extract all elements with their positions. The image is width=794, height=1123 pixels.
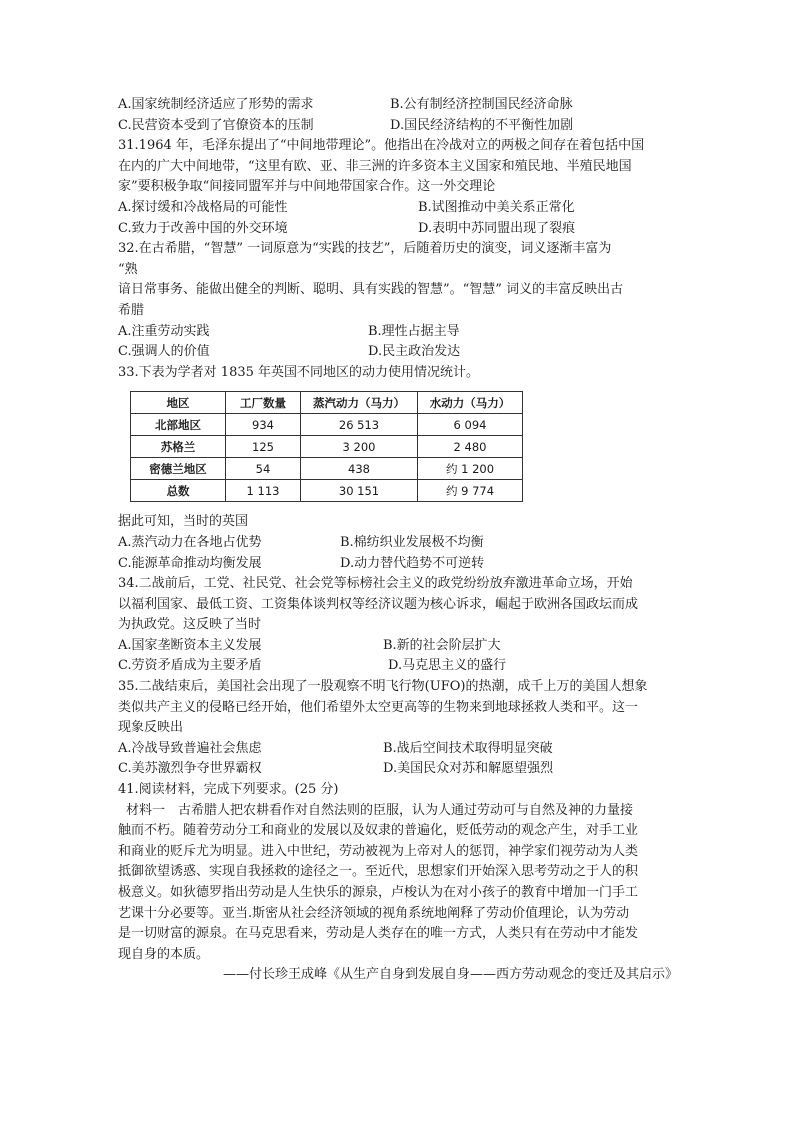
table-cell: 1 113 bbox=[226, 480, 301, 502]
q34-option-c[interactable]: C.劳资矛盾成为主要矛盾 bbox=[118, 658, 262, 674]
table-cell: 6 094 bbox=[418, 414, 523, 436]
q31-options-row-2 bbox=[118, 219, 678, 240]
q32-stem-line: 希腊 bbox=[118, 302, 145, 318]
q35-option-b[interactable]: B.战后空间技术取得明显突破 bbox=[383, 740, 553, 756]
q34-options-row-1 bbox=[118, 636, 678, 657]
q41-material-line: 是一切财富的源泉。在马克思看来，劳动是人类存在的唯一方式，人类只有在劳动中才能发 bbox=[118, 926, 639, 942]
table-header-cell: 工厂数量 bbox=[226, 392, 301, 414]
q41-stem: 41.阅读材料，完成下列要求。(25 分) bbox=[118, 782, 339, 798]
q41-material-line: 现自身的本质。 bbox=[118, 946, 210, 962]
q41-material-line: 艺课十分必要等。亚当.斯密从社会经济领域的视角系统地阐释了劳动价值理论，认为劳动 bbox=[118, 905, 630, 921]
q41-source-citation: ——付长珍王成峰《从生产自身到发展自身——西方劳动观念的变迁及其启示》 bbox=[222, 967, 678, 983]
table-header-cell: 地区 bbox=[131, 392, 226, 414]
q30-option-a[interactable]: A.国家统制经济适应了形势的需求 bbox=[118, 97, 314, 112]
q30-options-row-1 bbox=[118, 95, 678, 116]
table-cell: 54 bbox=[226, 458, 301, 480]
q34-option-b[interactable]: B.新的社会阶层扩大 bbox=[383, 637, 501, 653]
q35-stem-line: 35.二战结束后，美国社会出现了一股观察不明飞行物(UFO)的热潮，成千上万的美国人想象 bbox=[118, 679, 648, 695]
q31-stem-line: 31.1964 年，毛泽东提出了“中间地带理论”。他指出在冷战对立的两极之间存在着包括中国 bbox=[118, 138, 645, 154]
q33-option-a[interactable]: A.蒸汽动力在各地占优势 bbox=[118, 534, 262, 550]
q33-option-b[interactable]: B.棉纺织业发展极不均衡 bbox=[340, 534, 484, 550]
table-cell: 125 bbox=[226, 436, 301, 458]
q35-options-row-2 bbox=[118, 759, 678, 780]
table-cell: 26 513 bbox=[301, 414, 418, 436]
exam-page bbox=[118, 95, 678, 986]
table-cell: 2 480 bbox=[418, 436, 523, 458]
q34-options-row-2 bbox=[118, 656, 678, 677]
q31-option-b[interactable]: B.试图推动中美关系正常化 bbox=[418, 199, 575, 215]
q34-option-a[interactable]: A.国家垄断资本主义发展 bbox=[118, 637, 262, 653]
q41-material-line: 抵御欲望诱惑、实现自我拯救的途径之一。至近代，思想家们开始深入思考劳动之于人的积 bbox=[118, 864, 639, 880]
table-cell: 30 151 bbox=[301, 480, 418, 502]
q41-material-line: 触而不朽。随着劳动分工和商业的发展以及奴隶的普遍化，贬低劳动的观念产生，对手工业 bbox=[118, 823, 639, 839]
q33-options-row-2 bbox=[118, 554, 678, 575]
q35-option-c[interactable]: C.美苏激烈争夺世界霸权 bbox=[118, 761, 262, 777]
q35-option-a[interactable]: A.冷战导致普遍社会焦虑 bbox=[118, 740, 262, 756]
q34-stem-line: 34.二战前后，工党、社民党、社会党等标榜社会主义的政党纷纷放弃激进革命立场，开始 bbox=[118, 576, 633, 592]
q35-option-d[interactable]: D.美国民众对苏和解愿望强烈 bbox=[383, 761, 554, 777]
q35-stem-line: 现象反映出 bbox=[118, 720, 184, 736]
table-row bbox=[131, 414, 523, 436]
q33-stem: 33.下表为学者对 1835 年英国不同地区的动力使用情况统计。 bbox=[118, 364, 480, 380]
q33-option-c[interactable]: C.能源革命推动均衡发展 bbox=[118, 555, 262, 571]
q32-options-row-2 bbox=[118, 342, 678, 363]
q30-option-d[interactable]: D.国民经济结构的不平衡性加剧 bbox=[390, 117, 574, 133]
q32-stem-line: 32.在古希腊，“智慧” 一词原意为“实践的技艺”，后随着历史的演变，词义逐渐丰富为 bbox=[118, 241, 612, 257]
q34-stem-line: 为执政党。这反映了当时 bbox=[118, 617, 262, 633]
q31-stem-line: 在内的广大中间地带，“这里有欧、亚、非三洲的许多资本主义国家和殖民地、半殖民地国 bbox=[118, 158, 632, 174]
table-header-cell: 蒸汽动力（马力） bbox=[301, 392, 418, 414]
q41-material-line: 和商业的贬斥尤为明显。进入中世纪，劳动被视为上帝对人的惩罚，神学家们视劳动为人类 bbox=[118, 843, 639, 859]
q32-option-c[interactable]: C.强调人的价值 bbox=[118, 344, 210, 360]
q33-options-row-1 bbox=[118, 533, 678, 554]
q32-stem-line: 谙日常事务、能做出健全的判断、聪明、具有实践的智慧”。“智慧” 词义的丰富反映出古 bbox=[118, 282, 624, 298]
q33-lead: 据此可知，当时的英国 bbox=[118, 514, 249, 530]
q30-option-c[interactable]: C.民营资本受到了官僚资本的压制 bbox=[118, 117, 314, 133]
table-row bbox=[131, 480, 523, 502]
q32-option-b[interactable]: B.理性占据主导 bbox=[368, 323, 460, 339]
table-cell: 约 1 200 bbox=[418, 458, 523, 480]
table-cell: 北部地区 bbox=[131, 414, 226, 436]
q32-stem-line: “熟 bbox=[118, 261, 138, 277]
q31-options-row-1 bbox=[118, 198, 678, 219]
table-cell: 苏格兰 bbox=[131, 436, 226, 458]
table-header-cell: 水动力（马力） bbox=[418, 392, 523, 414]
table-cell: 438 bbox=[301, 458, 418, 480]
table-row bbox=[131, 436, 523, 458]
table-cell: 总数 bbox=[131, 480, 226, 502]
q33-option-d[interactable]: D.动力替代趋势不可逆转 bbox=[340, 555, 485, 571]
q32-option-d[interactable]: D.民主政治发达 bbox=[368, 344, 461, 360]
table-cell: 密德兰地区 bbox=[131, 458, 226, 480]
q34-option-d[interactable]: D.马克思主义的盛行 bbox=[388, 658, 507, 674]
q31-option-d[interactable]: D.表明中苏同盟出现了裂痕 bbox=[418, 220, 576, 236]
q41-material-line: 材料一 古希腊人把农耕看作对自然法则的臣服，认为人通过劳动可与自然及神的力量接 bbox=[126, 802, 634, 818]
table-cell: 934 bbox=[226, 414, 301, 436]
q31-option-c[interactable]: C.致力于改善中国的外交环境 bbox=[118, 220, 288, 236]
q41-material-line: 极意义。如狄德罗指出劳动是人生快乐的源泉，卢梭认为在对小孩子的教育中增加一门手工 bbox=[118, 885, 639, 900]
q30-option-b[interactable]: B.公有制经济控制国民经济命脉 bbox=[390, 97, 573, 112]
q30-options-row-2 bbox=[118, 116, 678, 137]
table-cell: 约 9 774 bbox=[418, 480, 523, 502]
table-row bbox=[131, 458, 523, 480]
q34-stem-line: 以福利国家、最低工资、工资集体谈判权等经济议题为核心诉求，崛起于欧洲各国政坛而成 bbox=[118, 596, 639, 612]
q35-stem-line: 类似共产主义的侵略已经开始，他们希望外太空更高等的生物来到地球拯救人类和平。这一 bbox=[118, 699, 639, 715]
q35-options-row-1 bbox=[118, 739, 678, 760]
q32-options-row-1 bbox=[118, 322, 678, 343]
power-usage-table bbox=[130, 391, 523, 502]
table-cell: 3 200 bbox=[301, 436, 418, 458]
table-header-row bbox=[131, 392, 523, 414]
q31-option-a[interactable]: A.探讨缓和冷战格局的可能性 bbox=[118, 199, 288, 215]
q31-stem-line: 家”要积极争取“间接同盟军并与中间地带国家合作。这一外交理论 bbox=[118, 179, 496, 195]
q32-option-a[interactable]: A.注重劳动实践 bbox=[118, 323, 210, 339]
